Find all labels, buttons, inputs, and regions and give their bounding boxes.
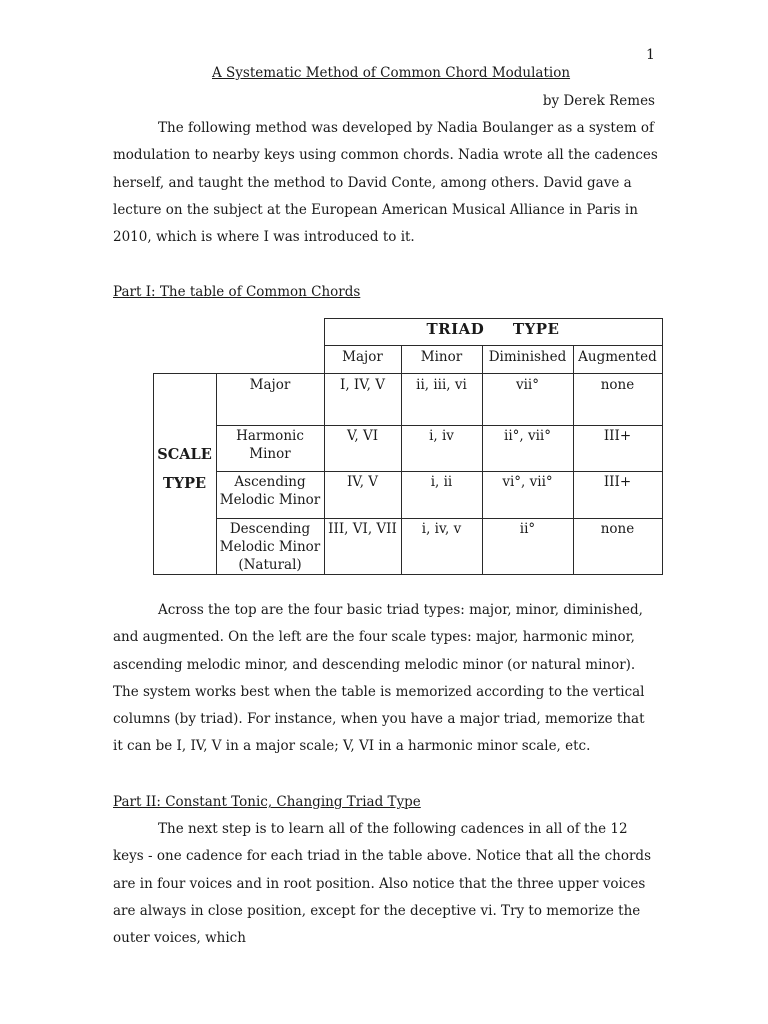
cadence-text: The next step is to learn all of the following cadences in all of the 12 keys - one cadence for each triad in the table above. Notice that all the chords are in four voices and in root position. Also notice that the three upper voices are always in close position, except for the deceptive vi. Try to memorize the outer voices, which: [113, 821, 652, 947]
explanation-text: Across the top are the four basic triad types: major, minor, diminished, and augmented. On the left are the four scale types: major, harmonic minor, ascending melodic minor, and descending melodic minor (or natural minor). The system works best when the table is memorized according to the vertical columns (by triad). For instance, when you have a major triad, memorize that it can be I, IV, V in a major scale; V, VI in a harmonic minor scale, etc.: [113, 602, 645, 755]
table-line: [482, 345, 483, 575]
table-line: [216, 471, 662, 472]
column-header: Minor: [420, 349, 463, 365]
cadence-paragraph: [113, 816, 658, 952]
table-line: [216, 373, 217, 575]
row-label-line: Descending: [229, 521, 311, 537]
row-label: [216, 427, 324, 463]
table-cell: none: [600, 377, 635, 393]
table-line: [153, 373, 154, 575]
table-cell: ii°: [519, 521, 536, 537]
table-cell: I, IV, V: [340, 377, 385, 393]
column-header: Major: [342, 349, 383, 365]
part1-heading: Part I: The table of Common Chords: [113, 284, 361, 300]
scale-header-line: SCALE: [157, 446, 212, 463]
table-cell: III, VI, VII: [328, 521, 397, 537]
row-label-line: Melodic Minor: [219, 492, 321, 508]
scale-type-header: [153, 440, 216, 498]
column-header: Augmented: [578, 349, 657, 365]
document-title: A Systematic Method of Common Chord Modulation: [212, 65, 571, 81]
row-label-line: Harmonic: [236, 428, 304, 444]
scale-header-line: TYPE: [162, 475, 207, 492]
part2-heading: Part II: Constant Tonic, Changing Triad Type: [113, 794, 421, 810]
table-line: [324, 345, 662, 346]
row-label: [216, 473, 324, 509]
column-header: Diminished: [488, 349, 567, 365]
table-cell: IV, V: [346, 474, 379, 490]
intro-text: The following method was developed by Nadia Boulanger as a system of modulation to nearby keys using common chords. Nadia wrote all the cadences herself, and taught the method to David Conte, among others. David gave a lecture on the subject at the European American Musical Alliance in Paris in 2010, which is where I was introduced to it.: [113, 120, 658, 246]
row-label-line: Major: [249, 377, 291, 393]
table-cell: V, VI: [346, 428, 379, 444]
explanation-paragraph: [113, 597, 658, 761]
table-cell: i, iv: [429, 428, 454, 444]
row-label: [216, 376, 324, 394]
table-cell: i, ii: [430, 474, 453, 490]
table-cell: ii, iii, vi: [416, 377, 467, 393]
row-label-line: Ascending: [234, 474, 306, 490]
table-cell: vii°: [515, 377, 539, 393]
table-line: [324, 318, 325, 575]
table-cell: ii°, vii°: [504, 428, 551, 444]
table-line: [573, 345, 574, 575]
row-label-line: Minor: [249, 446, 291, 462]
page-number: 1: [646, 47, 655, 63]
table-line: [401, 345, 402, 575]
table-line: [324, 318, 662, 319]
author-line: by Derek Remes: [542, 93, 655, 109]
table-cell: III+: [603, 428, 632, 444]
table-cell: vi°, vii°: [502, 474, 553, 490]
table-cell: III+: [603, 474, 632, 490]
table-cell: i, iv, v: [421, 521, 462, 537]
table-line: [662, 318, 663, 575]
table-line: [216, 518, 662, 519]
table-line: [153, 574, 662, 575]
row-label-line: (Natural): [238, 557, 302, 573]
row-label-line: Melodic Minor: [219, 539, 321, 555]
table-line: [216, 425, 662, 426]
table-cell: none: [600, 521, 635, 537]
table-line: [153, 373, 662, 374]
row-label: [216, 520, 324, 574]
triad-type-header: TRIAD TYPE: [426, 320, 560, 338]
intro-paragraph: [113, 115, 658, 251]
